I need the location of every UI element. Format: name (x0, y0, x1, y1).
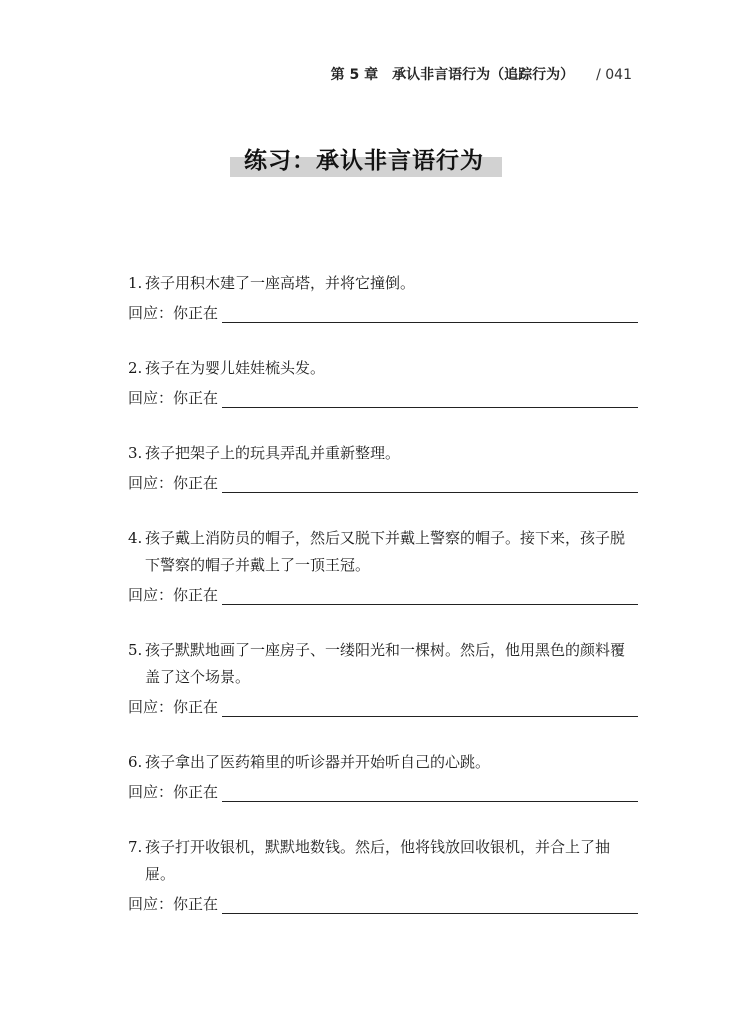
exercise-number: 7. (128, 838, 143, 856)
chapter-title: 第 5 章 承认非言语行为（追踪行为） (330, 67, 575, 83)
response-row (128, 582, 638, 609)
response-blank-line[interactable] (222, 387, 638, 408)
exercise-title-block (226, 142, 502, 176)
exercise-text: 孩子把架子上的玩具弄乱并重新整理。 (145, 444, 401, 462)
response-label: 回应：你正在 (128, 586, 219, 604)
exercise-question (128, 834, 638, 888)
response-blank-line[interactable] (222, 781, 638, 802)
response-row (128, 694, 638, 721)
exercise-list (128, 270, 638, 946)
response-label: 回应：你正在 (128, 783, 219, 801)
exercise-text: 孩子用积木建了一座高塔，并将它撞倒。 (145, 274, 416, 292)
response-row (128, 891, 638, 918)
response-row (128, 779, 638, 806)
exercise-text: 孩子戴上消防员的帽子，然后又脱下并戴上警察的帽子。接下来，孩子脱下警察的帽子并戴上了一顶王冠。 (145, 529, 626, 574)
response-label: 回应：你正在 (128, 474, 219, 492)
exercise-question (128, 440, 638, 467)
exercise-item-6 (128, 749, 638, 806)
response-blank-line[interactable] (222, 696, 638, 717)
exercise-item-3 (128, 440, 638, 497)
running-header (331, 64, 632, 84)
exercise-number: 1. (128, 274, 143, 292)
exercise-text: 孩子拿出了医药箱里的听诊器并开始听自己的心跳。 (145, 753, 491, 771)
response-label: 回应：你正在 (128, 698, 219, 716)
exercise-question (128, 637, 638, 691)
exercise-question (128, 525, 638, 579)
response-label: 回应：你正在 (128, 895, 219, 913)
exercise-number: 5. (128, 641, 143, 659)
exercise-text: 孩子打开收银机，默默地数钱。然后，他将钱放回收银机，并合上了抽屉。 (145, 838, 611, 883)
exercise-text: 孩子默默地画了一座房子、一缕阳光和一棵树。然后，他用黑色的颜料覆盖了这个场景。 (145, 641, 626, 686)
exercise-question (128, 270, 638, 297)
exercise-question (128, 355, 638, 382)
response-blank-line[interactable] (222, 472, 638, 493)
exercise-item-7 (128, 834, 638, 918)
exercise-number: 6. (128, 753, 143, 771)
page-title: 练习：承认非言语行为 (244, 148, 484, 174)
page-number: / 041 (596, 67, 632, 83)
exercise-number: 4. (128, 529, 143, 547)
exercise-number: 3. (128, 444, 143, 462)
exercise-question (128, 749, 638, 776)
exercise-item-1 (128, 270, 638, 327)
response-blank-line[interactable] (222, 584, 638, 605)
response-row (128, 470, 638, 497)
response-blank-line[interactable] (222, 302, 638, 323)
exercise-number: 2. (128, 359, 143, 377)
response-row (128, 385, 638, 412)
exercise-item-2 (128, 355, 638, 412)
exercise-item-5 (128, 637, 638, 721)
response-row (128, 300, 638, 327)
exercise-text: 孩子在为婴儿娃娃梳头发。 (145, 359, 326, 377)
exercise-item-4 (128, 525, 638, 609)
response-blank-line[interactable] (222, 893, 638, 914)
response-label: 回应：你正在 (128, 389, 219, 407)
response-label: 回应：你正在 (128, 304, 219, 322)
